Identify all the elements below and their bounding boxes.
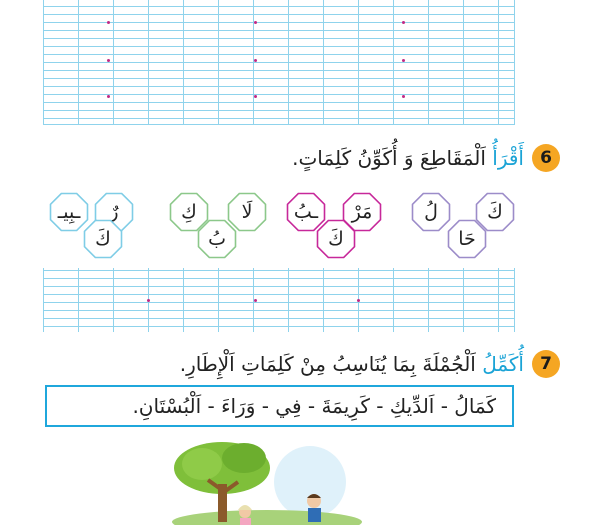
word-bank-box: [45, 385, 514, 427]
grid-column-line: [323, 0, 324, 125]
grid-dot: [147, 299, 150, 302]
grid-dot: [254, 59, 257, 62]
writing-grid-middle: [43, 268, 515, 332]
word-bank-text: كَمَالُ - اَلدِّيكِ - كَرِيمَةَ - فِي - وَرَاءَ - اَلْبُسْتَانِ.: [132, 394, 496, 418]
grid-column-line: [288, 268, 289, 332]
syllable-text: مَرْ: [351, 201, 373, 223]
instruction-text: اَلْمَقَاطِعَ وَ أُكَوِّنُ كَلِمَاتٍ.: [292, 146, 493, 170]
grid-column-line: [428, 268, 429, 332]
grid-column-line: [463, 268, 464, 332]
grid-dot: [254, 21, 257, 24]
writing-grid-top: [43, 0, 515, 125]
instruction-text: اَلْجُمْلَةَ بِمَا يُنَاسِبُ مِنْ كَلِمَاتِ اَلْإِطَارِ.: [179, 352, 483, 376]
syllable-octagon: [82, 218, 124, 260]
garden-illustration: [172, 440, 362, 525]
grid-column-line: [218, 268, 219, 332]
grid-dot: [107, 95, 110, 98]
grid-dot: [107, 59, 110, 62]
exercise-7-header: [180, 350, 560, 378]
syllable-text: لُ: [424, 201, 438, 223]
grid-column-line: [498, 268, 499, 332]
grid-dot: [402, 95, 405, 98]
exercise-number-badge: 7: [532, 350, 560, 378]
exercise-6-header: [292, 144, 560, 172]
syllable-text: لَا: [241, 201, 253, 223]
grid-column-line: [323, 268, 324, 332]
syllable-text: كَ: [95, 228, 111, 250]
grid-column-line: [498, 0, 499, 125]
grid-column-line: [514, 268, 515, 332]
grid-column-line: [183, 268, 184, 332]
syllable-octagon: [446, 218, 488, 260]
grid-column-line: [43, 0, 44, 125]
grid-column-line: [43, 268, 44, 332]
grid-column-line: [463, 0, 464, 125]
syllable-text: حَا: [458, 228, 476, 250]
exercise-6-instruction: [292, 146, 524, 170]
grid-column-line: [288, 0, 289, 125]
grid-column-line: [218, 0, 219, 125]
grid-dot: [402, 59, 405, 62]
syllable-text: كَ: [487, 201, 503, 223]
syllable-octagon: [196, 218, 238, 260]
grid-dot: [107, 21, 110, 24]
syllable-text: كِ: [181, 201, 197, 223]
grid-column-line: [113, 0, 114, 125]
syllable-text: رٌ: [109, 201, 119, 223]
grid-dot: [402, 21, 405, 24]
grid-column-line: [183, 0, 184, 125]
grid-column-line: [428, 0, 429, 125]
grid-column-line: [78, 268, 79, 332]
grid-dot: [357, 299, 360, 302]
syllable-text: بُ: [208, 228, 226, 250]
grid-column-line: [358, 0, 359, 125]
exercise-number-badge: 6: [532, 144, 560, 172]
grid-dot: [254, 95, 257, 98]
syllable-text: ـبُ: [293, 201, 319, 223]
instruction-verb: أُكَمِّلُ: [482, 352, 524, 376]
exercise-7-instruction: [180, 352, 524, 376]
instruction-verb: أَقْرَأُ: [492, 146, 524, 170]
syllable-text: ـبِيـ: [57, 201, 81, 223]
grid-column-line: [393, 0, 394, 125]
grid-column-line: [78, 0, 79, 125]
grid-column-line: [514, 0, 515, 125]
grid-column-line: [253, 0, 254, 125]
syllable-octagon: [315, 218, 357, 260]
grid-column-line: [113, 268, 114, 332]
syllable-text: كَ: [328, 228, 344, 250]
grid-column-line: [393, 268, 394, 332]
grid-column-line: [148, 0, 149, 125]
grid-dot: [254, 299, 257, 302]
